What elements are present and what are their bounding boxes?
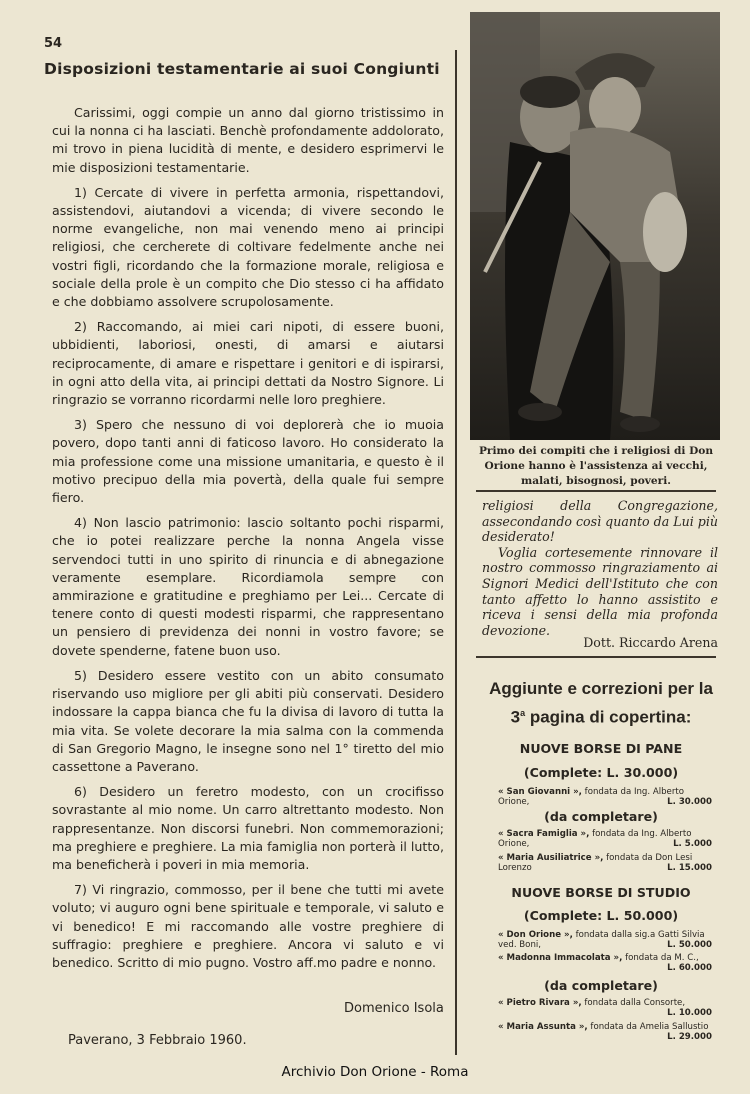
paragraph-1: 1) Cercate di vivere in perfetta armonia, rispettandovi, assistendovi, aiutandovi a vicenda; di vivere secondo le norme evangeliche, non mai venendo meno ai principi religiosi, che cercherete di coltivare fedelmente anche nei vostri figli, ricordando che la formazione morale, religiosa e sociale della prole è un compito che Dio stesso ci ha affidato e che dobbiamo assolvere scrupolosamente.	[52, 184, 444, 310]
thanks-paragraph-2: Voglia cortesemente rinnovare il nostro commosso ringraziamento ai Signori Medici dell'Istituto che con tanto affetto lo hanno assistito e riceva i sensi della mia profonda devozione.	[482, 544, 718, 638]
entry-amount: L. 15.000	[667, 863, 712, 873]
paragraph-5: 5) Desidero essere vestito con un abito consumato riservando uso migliore per gli abiti più conservati. Desidero indossare la cappa bianca che fu la divisa di lavoro di tutta la mia vita. Se volete decorare la mia salma con la commenda di San Gregorio Magno, le insegne sono nel 1° tiretto del mio cassettone a Paverano.	[52, 667, 444, 774]
column-divider	[455, 50, 457, 1055]
entry-text: fondata da Ing. Alberto Orione,	[498, 787, 685, 807]
additions-title-line-1: Aggiunte e correzioni per la	[489, 679, 713, 698]
page-number: 54	[44, 36, 63, 51]
paragraph-4: 4) Non lascio patrimonio: lascio soltanto pochi risparmi, che io potei realizzare perche la nonna Angela visse servendoci tutti in uno spirito di rinuncia e di abnegazione veramente esemplare. Ricordiamola sempre con ammirazione e gratitudine e preghiamo per Lei... Cercate di tenere conto di questi modesti risparmi, che rappresentano un pensiero di previdenza dei nonni in vostro favore; se dovete spenderne, fatene buon uso.	[52, 515, 444, 658]
study-tocomplete-heading: (da completare)	[544, 978, 658, 993]
entry-name: « Pietro Rivara »,	[498, 998, 582, 1008]
bread-complete-heading: (Complete: L. 30.000)	[523, 765, 679, 780]
article-body	[52, 104, 444, 979]
archive-footer: Archivio Don Orione - Roma	[281, 1064, 469, 1080]
study-entry	[498, 953, 712, 973]
entry-amount: L. 29.000	[667, 1032, 712, 1042]
paragraph-6: 6) Desidero un feretro modesto, con un crocifisso sovrastante al mio nome. Un carro altrettanto modesto. Non rappresentanze. Non discorsi funebri. Non commemorazioni; ma preghiere e preghiere. La mia famiglia non porterà il lutto, ma beneficherà i poveri in mia memoria.	[52, 784, 444, 872]
bread-tocomplete-heading: (da completare)	[544, 809, 658, 824]
study-complete-heading: (Complete: L. 50.000)	[523, 908, 679, 923]
entry-name: « Maria Ausiliatrice »,	[498, 853, 604, 863]
section-divider	[476, 656, 716, 658]
entry-text: fondata da Don Lesi Lorenzo	[498, 853, 693, 873]
entry-text: fondata dalla Consorte,	[581, 998, 686, 1008]
entry-text: fondata da Ing. Alberto Orione,	[498, 829, 692, 849]
entry-amount: L. 60.000	[667, 963, 712, 973]
entry-name: « Maria Assunta »,	[498, 1022, 588, 1032]
caption-divider	[476, 490, 716, 492]
additions-title-line-2	[484, 701, 718, 730]
paragraph-7: 7) Vi ringrazio, commosso, per il bene che tutti mi avete voluto; vi auguro ogni bene spirituale e temporale, vi saluto e vi benedico! E mi raccomando alle vostre preghiere di suffragio: preghiere e preghiere. Ancora vi saluto e vi benedico. Scritto di mio pugno. Vostro aff.mo padre e nonno.	[52, 882, 444, 970]
dateline: Paverano, 3 Febbraio 1960.	[68, 1033, 247, 1048]
entry-amount: L. 30.000	[667, 797, 712, 807]
bread-entry	[498, 853, 712, 873]
paragraph-2: 2) Raccomando, ai miei cari nipoti, di essere buoni, ubbidienti, laboriosi, onesti, di amarsi e aiutarsi reciprocamente, di amare e rispettare i genitori e di ispirarsi, in ogni atto della vita, ai principi dettati da Nostro Signore. Li ringrazio se vorranno ricordarmi nelle loro preghiere.	[52, 319, 444, 408]
study-entry	[498, 998, 712, 1018]
letter-continuation	[482, 498, 718, 638]
bread-entry	[498, 829, 712, 849]
bread-bursaries-heading: NUOVE BORSE DI PANE	[519, 741, 683, 756]
additions-title-ordinal: 3	[510, 707, 521, 727]
article-title: Disposizioni testamentarie ai suoi Congiunti	[44, 60, 440, 78]
additions-title	[484, 676, 718, 730]
additions-title-superscript: a	[520, 708, 526, 718]
bread-entry	[498, 787, 712, 807]
study-bursaries-heading: NUOVE BORSE DI STUDIO	[511, 885, 691, 900]
entry-text: fondata da M. C.,	[622, 953, 699, 963]
entry-name: « Sacra Famiglia »,	[498, 829, 590, 839]
photo-elderly-assistance	[470, 12, 720, 440]
study-entry	[498, 1022, 712, 1042]
entry-text: fondata dalla sig.a Gatti Silvia ved. Boni,	[498, 930, 705, 950]
letter-signature: Dott. Riccardo Arena	[583, 635, 718, 650]
entry-name: « San Giovanni »,	[498, 787, 582, 797]
entry-amount: L. 50.000	[667, 940, 712, 950]
entry-name: « Don Orione »,	[498, 930, 573, 940]
photo-illustration	[470, 12, 720, 440]
entry-text: fondata da Amelia Sallustio	[587, 1022, 709, 1032]
study-entry	[498, 930, 712, 950]
additions-title-rest: pagina di copertina:	[525, 707, 692, 727]
signature: Domenico Isola	[344, 1001, 444, 1016]
entry-amount: L. 10.000	[667, 1008, 712, 1018]
photo-caption: Primo dei compiti che i religiosi di Don Orione hanno è l'assistenza ai vecchi, malati, bisognosi, poveri.	[478, 445, 714, 487]
entry-amount: L. 5.000	[673, 839, 712, 849]
entry-name: « Madonna Immacolata »,	[498, 953, 623, 963]
paragraph-intro: Carissimi, oggi compie un anno dal giorno tristissimo in cui la nonna ci ha lasciati. Benchè profondamente addolorato, mi trovo in piena lucidità di mente, e desidero esprimervi le mie disposizioni testamentarie.	[52, 105, 444, 175]
thanks-paragraph-1: religiosi della Congregazione, assecondando così quanto da Lui più desiderato!	[482, 498, 718, 545]
paragraph-3: 3) Spero che nessuno di voi deplorerà che io muoia povero, dopo tanti anni di faticoso lavoro. Ho considerato la mia professione come una missione umanitaria, e questo è il motivo precipuo della mia povertà, della quale fui sempre fiero.	[52, 417, 444, 506]
